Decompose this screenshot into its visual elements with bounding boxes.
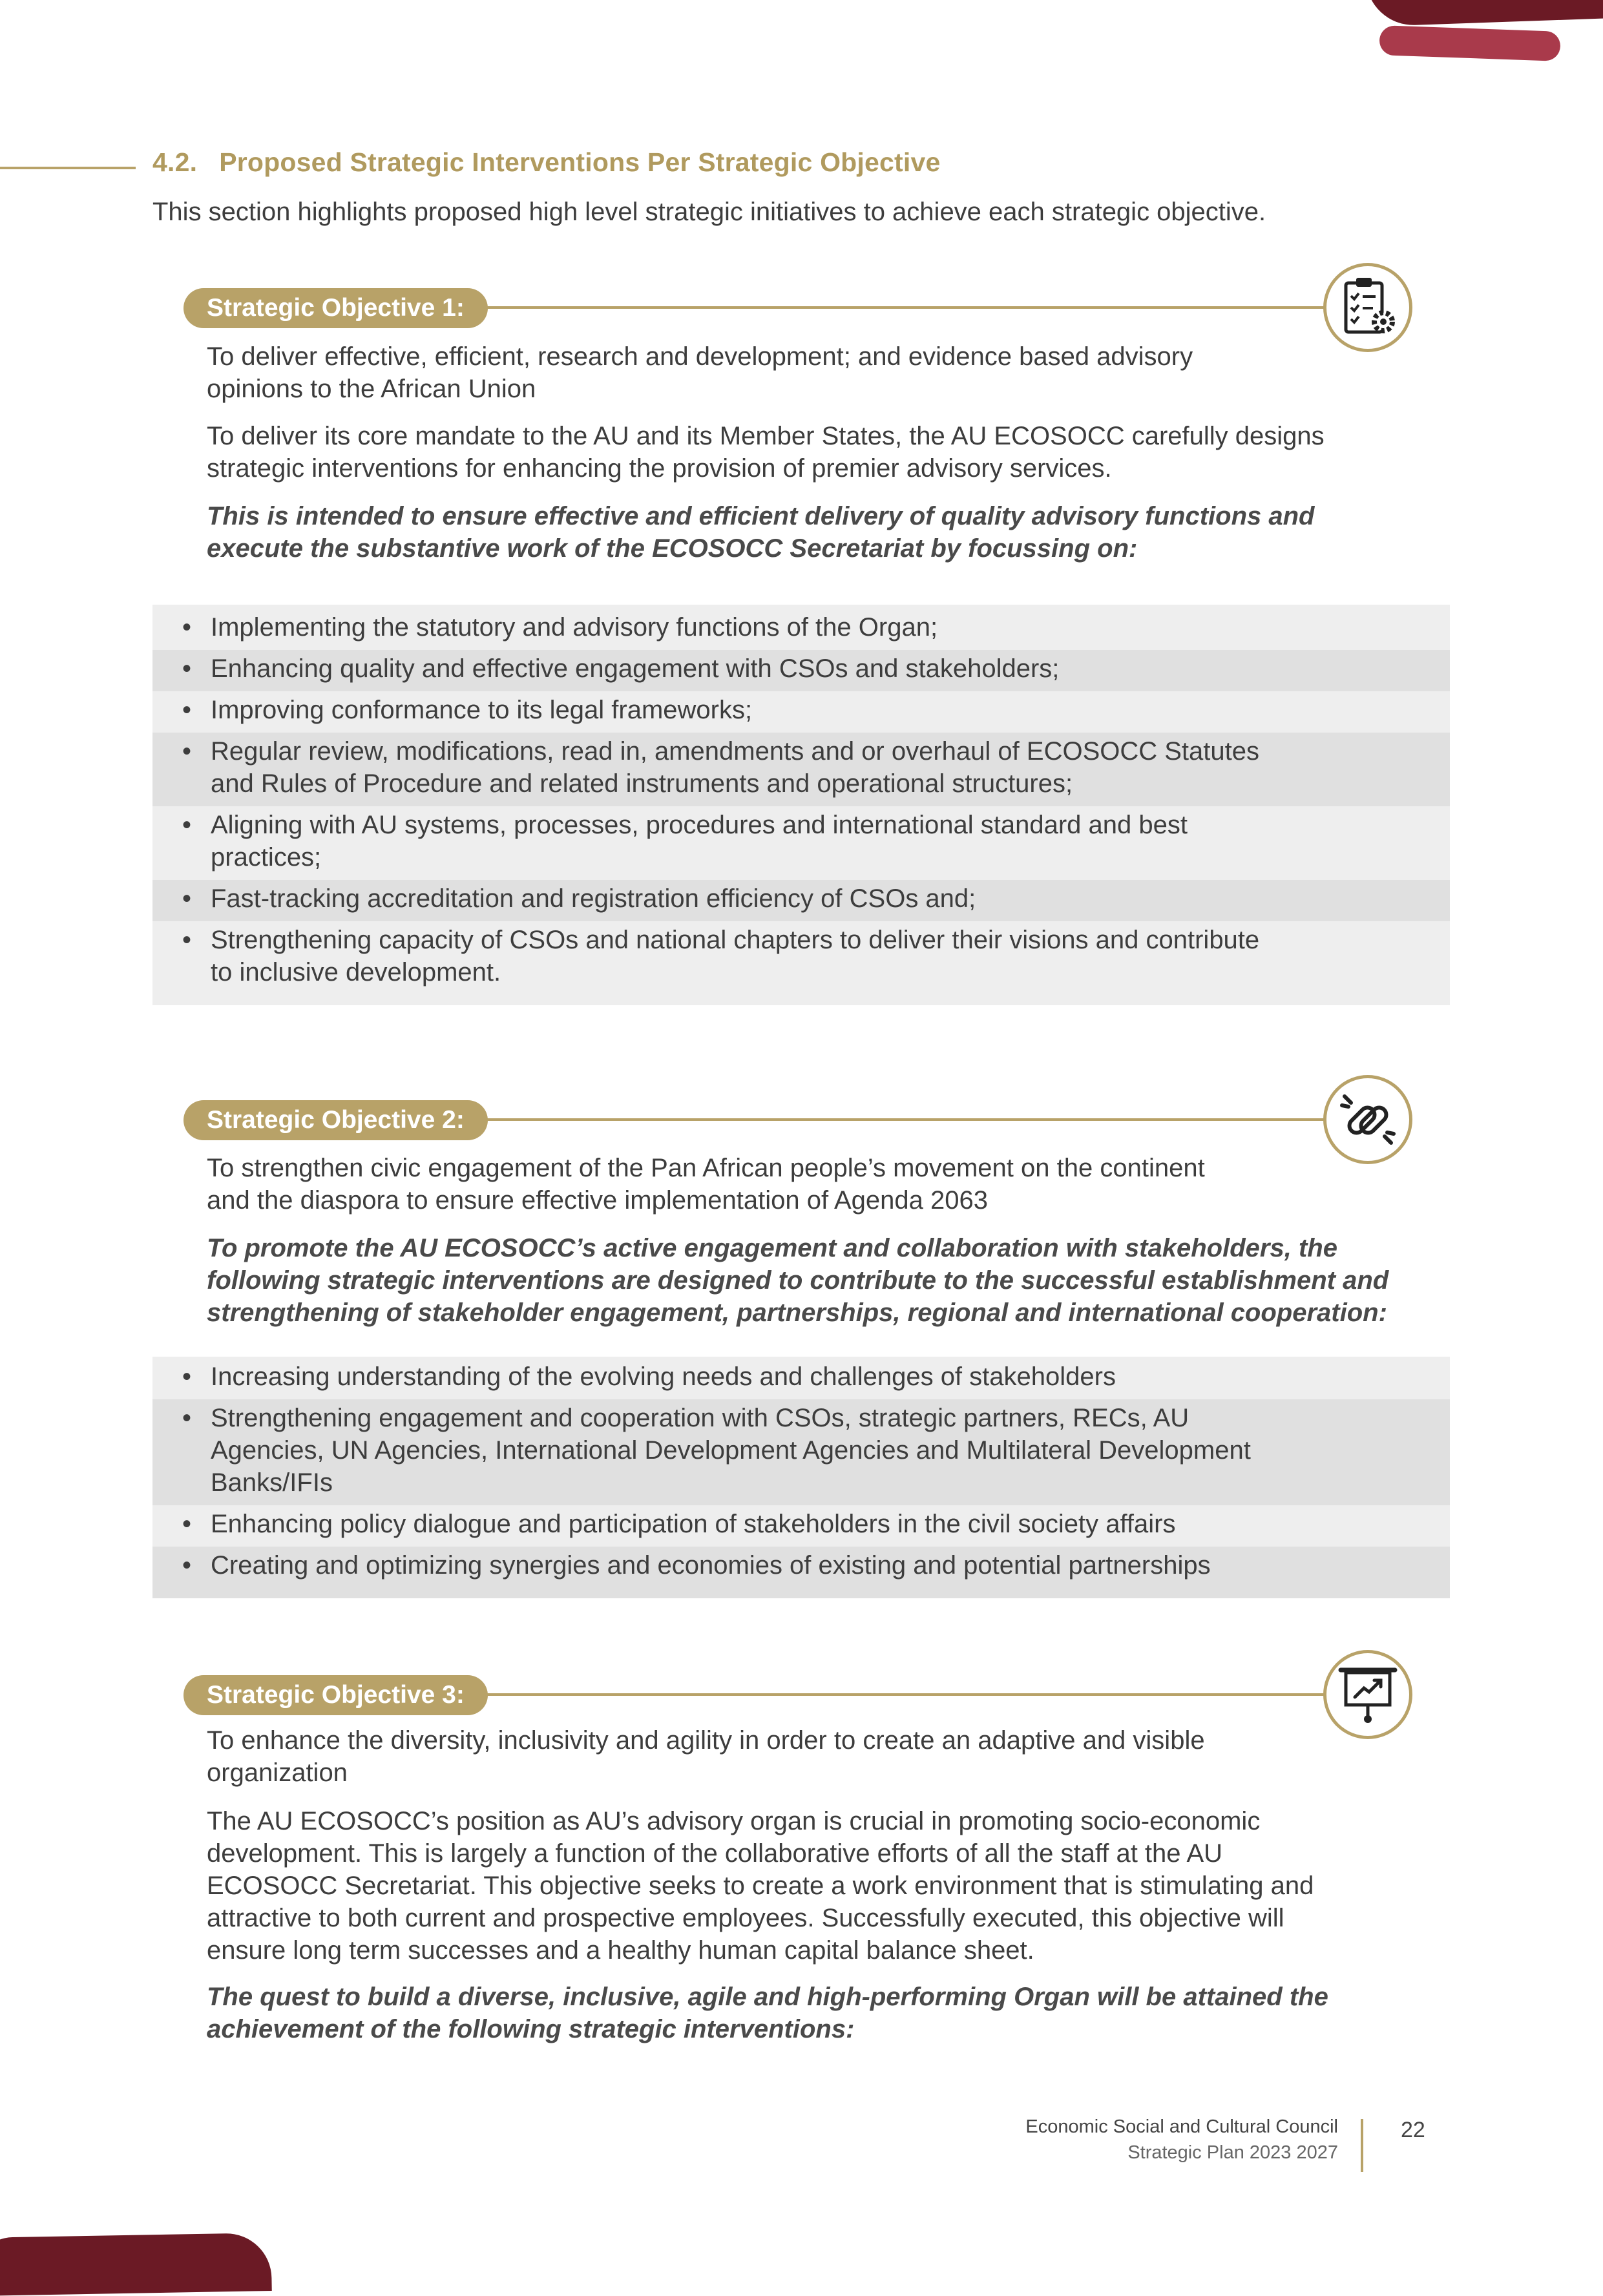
- top-brush-stroke-accent: [1379, 25, 1560, 61]
- objective-1-rule: [465, 306, 1331, 309]
- objective-1-icon-badge: [1323, 263, 1412, 352]
- objective-2-label: Strategic Objective 2:: [183, 1100, 488, 1140]
- page-number: 22: [1401, 2118, 1425, 2142]
- objective-3-statement: To enhance the diversity, inclusivity and agility in order to create an adaptive and visible organization: [207, 1726, 1205, 1787]
- objective-1-bullet-list: [152, 605, 1450, 1005]
- list-item: • Strengthening engagement and cooperation with CSOs, strategic partners, RECs, AU Agencies, UN Agencies, International Development Agencies and Multilateral Development Banks/IFIs: [152, 1399, 1450, 1505]
- section-title: Proposed Strategic Interventions Per Strategic Objective: [219, 147, 941, 177]
- objective-2-emphasis: To promote the AU ECOSOCC’s active engagement and collaboration with stakeholders, the following strategic interventions are designed to contribute to the successful establishment and strengthening of stakeholder engagement, partnerships, regional and international cooperation:: [207, 1234, 1389, 1327]
- section-rule: [0, 167, 136, 169]
- bottom-brush-stroke: [0, 2233, 272, 2296]
- objective-3-label: Strategic Objective 3:: [183, 1675, 488, 1715]
- objective-2-statement: To strengthen civic engagement of the Pan African people’s movement on the continent and the diaspora to ensure effective implementation of Agenda 2063: [207, 1154, 1205, 1215]
- objective-1-label: Strategic Objective 1:: [183, 288, 488, 328]
- objective-2-bullet-list: [152, 1357, 1450, 1598]
- list-item: • Increasing understanding of the evolving needs and challenges of stakeholders: [152, 1357, 1450, 1399]
- list-item: • Regular review, modifications, read in, amendments and or overhaul of ECOSOCC Statutes and Rules of Procedure and related instruments and operational structures;: [152, 733, 1450, 806]
- top-brush-stroke: [1366, 0, 1603, 26]
- footer-divider: [1361, 2119, 1363, 2172]
- objective-1-statement: To deliver effective, efficient, research and development; and evidence based advisory opinions to the African Union: [207, 342, 1193, 403]
- handshake-icon: [1336, 1087, 1400, 1152]
- objective-2-rule: [465, 1118, 1331, 1121]
- footer-plan: Strategic Plan 2023 2027: [1127, 2142, 1338, 2163]
- objective-2-icon-badge: [1323, 1075, 1412, 1164]
- list-item: • Strengthening capacity of CSOs and national chapters to deliver their visions and contribute to inclusive development.: [152, 921, 1450, 1005]
- list-item: • Enhancing quality and effective engagement with CSOs and stakeholders;: [152, 650, 1450, 691]
- objective-1-emphasis: This is intended to ensure effective and efficient delivery of quality advisory functions and execute the substantive work of the ECOSOCC Secretariat by focussing on:: [207, 502, 1315, 563]
- list-item: • Aligning with AU systems, processes, procedures and international standard and best practices;: [152, 806, 1450, 880]
- objective-1-paragraph: To deliver its core mandate to the AU and its Member States, the AU ECOSOCC carefully designs strategic interventions for enhancing the provision of premier advisory services.: [207, 422, 1325, 483]
- presentation-board-icon: [1336, 1662, 1400, 1727]
- section-number: 4.2.: [152, 147, 198, 177]
- objective-3-paragraph: The AU ECOSOCC’s position as AU’s advisory organ is crucial in promoting socio-economic development. This is largely a function of the collaborative efforts of all the staff at the AU ECOSOCC Secretariat. This objective seeks to create a work environment that is stimulating and attractive to both current and prospective employees. Successfully executed, this objective will ensure long term successes and a healthy human capital balance sheet.: [207, 1807, 1314, 1965]
- list-item: • Improving conformance to its legal frameworks;: [152, 691, 1450, 733]
- list-item: • Fast-tracking accreditation and registration efficiency of CSOs and;: [152, 880, 1450, 921]
- section-intro: This section highlights proposed high level strategic initiatives to achieve each strategic objective.: [152, 198, 1266, 226]
- footer-organization: Economic Social and Cultural Council: [1025, 2116, 1338, 2137]
- checklist-gear-icon: [1337, 275, 1399, 340]
- objective-3-rule: [465, 1693, 1331, 1696]
- list-item: • Implementing the statutory and advisory functions of the Organ;: [152, 605, 1450, 650]
- objective-3-emphasis: The quest to build a diverse, inclusive, agile and high-performing Organ will be attained the achievement of the following strategic interventions:: [207, 1983, 1328, 2043]
- section-heading: [152, 147, 940, 178]
- list-item: • Creating and optimizing synergies and economies of existing and potential partnerships: [152, 1547, 1450, 1598]
- list-item: • Enhancing policy dialogue and participation of stakeholders in the civil society affairs: [152, 1505, 1450, 1547]
